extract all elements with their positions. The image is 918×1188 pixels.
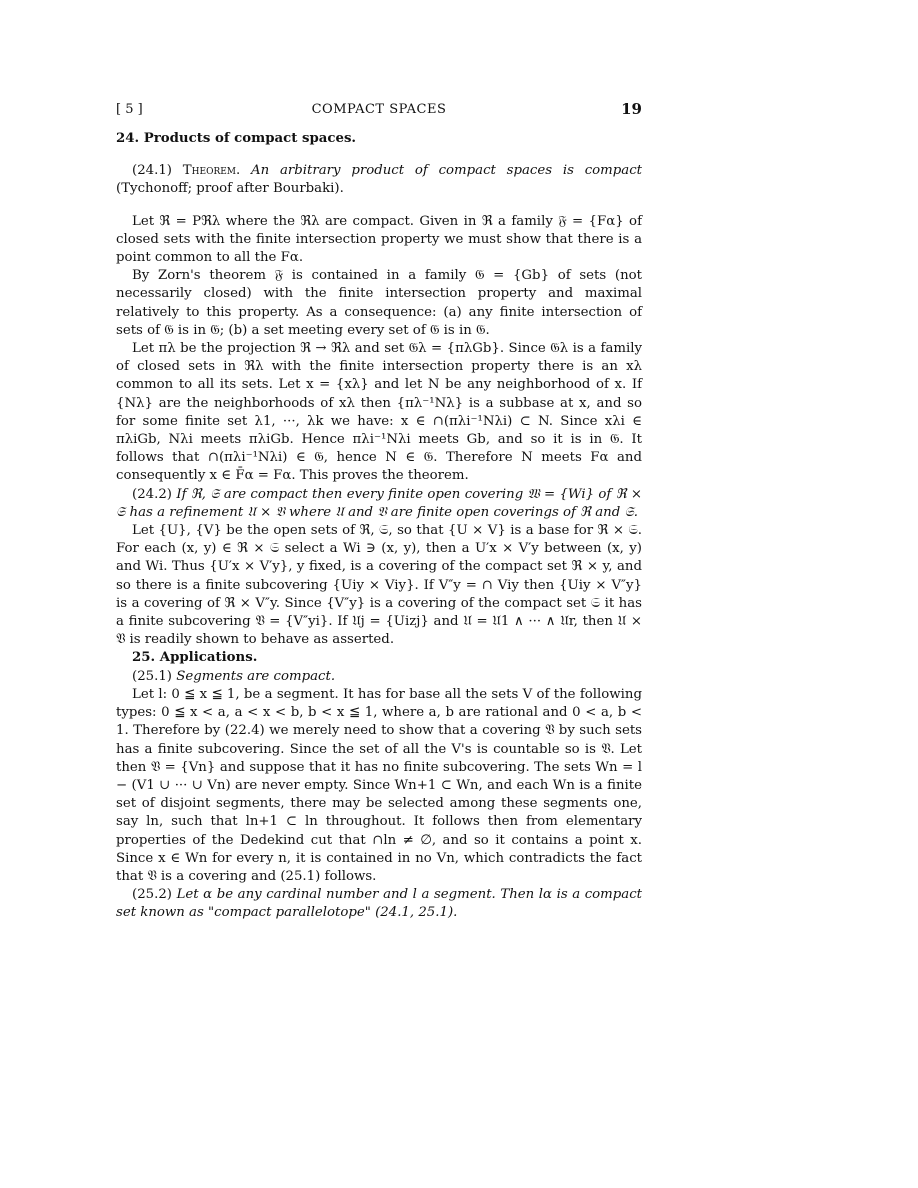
theorem-24-1-statement: An arbitrary product of compact spaces is compact	[240, 163, 642, 179]
page-body	[116, 130, 642, 923]
theorem-24-1-attribution: (Tychonoff; proof after Bourbaki).	[116, 181, 344, 197]
proof-24-1-paragraph-3: Let πλ be the projection ℜ → ℜλ and set 𝔊λ = {πλGb}. Since 𝔊λ is a family of closed sets in ℜλ with the finite intersection property there is an xλ common to all its sets. Let x = {xλ} and let N be any neighborhood of x. If {Nλ} are the neighborhoods of xλ then {πλ⁻¹Nλ} is a subbase at x, and so for some finite set λ1, ···, λk we have: x ∈ ∩(πλi⁻¹Nλi) ⊂ N. Since xλi ∈ πλiGb, Nλi meets πλiGb. Hence πλi⁻¹Nλi meets Gb, and so it is in 𝔊. It follows that ∩(πλi⁻¹Nλi) ∈ 𝔊, hence N ∈ 𝔊. Therefore N meets Fα and consequently x ∈ F̄α = Fα. This proves the theorem.	[116, 341, 643, 484]
running-header	[116, 100, 642, 120]
theorem-25-1	[116, 668, 642, 686]
proof-24-2-paragraph-1: Let {U}, {V} be the open sets of ℜ, 𝔖, so that {U × V} is a base for ℜ × 𝔖. For each (x, y) ∈ ℜ × 𝔖 select a Wi ∋ (x, y), then a U′x × V′y between (x, y) and Wi. Thus {U′x × V′y}, y fixed, is a covering of the compact set ℜ × y, and so there is a finite subcovering {Uiy × Viy}. If V″y = ∩ Viy then {Uiy × V″y} is a covering of ℜ × V″y. Since {V″y} is a covering of the compact set 𝔖 it has a finite subcovering 𝔙 = {V″yi}. If 𝔘j = {Uizj} and 𝔘 = 𝔘1 ∧ ··· ∧ 𝔘r, then 𝔘 × 𝔙 is readily shown to behave as asserted.	[116, 523, 642, 648]
section-marker: [ 5 ]	[116, 102, 143, 117]
theorem-24-2-statement: If ℜ, 𝔖 are compact then every finite open covering 𝔚 = {Wi} of ℜ × 𝔖 has a refinement 𝔘 × 𝔙 where 𝔘 and 𝔙 are finite open coverings of ℜ and 𝔖.	[116, 486, 642, 520]
running-title: COMPACT SPACES	[311, 102, 447, 117]
theorem-25-1-statement: Segments are compact.	[176, 668, 336, 684]
section-25-heading: 25. Applications.	[132, 650, 258, 666]
theorem-24-1	[116, 162, 642, 198]
section-24-heading: 24. Products of compact spaces.	[116, 131, 357, 146]
theorem-25-2-statement: Let α be any cardinal number and l a segment. Then lα is a compact set known as "compact parallelotope" (24.1, 25.1).	[116, 887, 643, 921]
proof-24-1-paragraph-1: Let ℜ = Pℜλ where the ℜλ are compact. Given in ℜ a family 𝔉 = {Fα} of closed sets with the finite intersection property we must show that there is a point common to all the Fα.	[116, 213, 642, 266]
theorem-25-2	[116, 886, 642, 922]
theorem-24-1-label: (24.1)	[132, 163, 183, 179]
proof-24-1-paragraph-2: By Zorn's theorem 𝔉 is contained in a family 𝔊 = {Gb} of sets (not necessarily closed) with the finite intersection property and maximal relatively to this property. As a consequence: (a) any finite intersection of sets of 𝔊 is in 𝔊; (b) a set meeting every set of 𝔊 is in 𝔊.	[116, 268, 642, 338]
proof-25-1-paragraph-1: Let l: 0 ≦ x ≦ 1, be a segment. It has for base all the sets V of the following types: 0 ≦ x < a, a < x < b, b < x ≦ 1, where a, b are rational and 0 < a, b < 1. Therefore by (22.4) we merely need to show that a covering 𝔙 by such sets has a finite subcovering. Since the set of all the V's is countable so is 𝔙. Let then 𝔙 = {Vn} and suppose that it has no finite subcovering. The sets Wn = l − (V1 ∪ ··· ∪ Vn) are never empty. Since Wn+1 ⊂ Wn, and each Wn is a finite set of disjoint segments, there may be selected among these segments one, say ln, such that ln+1 ⊂ ln throughout. It follows then from elementary properties of the Dedekind cut that ∩ln ≠ ∅, and so it contains a point x. Since x ∈ Wn for every n, it is contained in no Vn, which contradicts the fact that 𝔙 is a covering and (25.1) follows.	[116, 686, 642, 884]
theorem-25-1-label: (25.1)	[132, 668, 177, 684]
theorem-24-2-label: (24.2)	[132, 486, 177, 502]
page-number: 19	[621, 100, 642, 118]
theorem-24-2	[116, 486, 642, 522]
theorem-24-1-keyword: Theorem.	[182, 163, 241, 179]
theorem-25-2-label: (25.2)	[132, 887, 177, 903]
